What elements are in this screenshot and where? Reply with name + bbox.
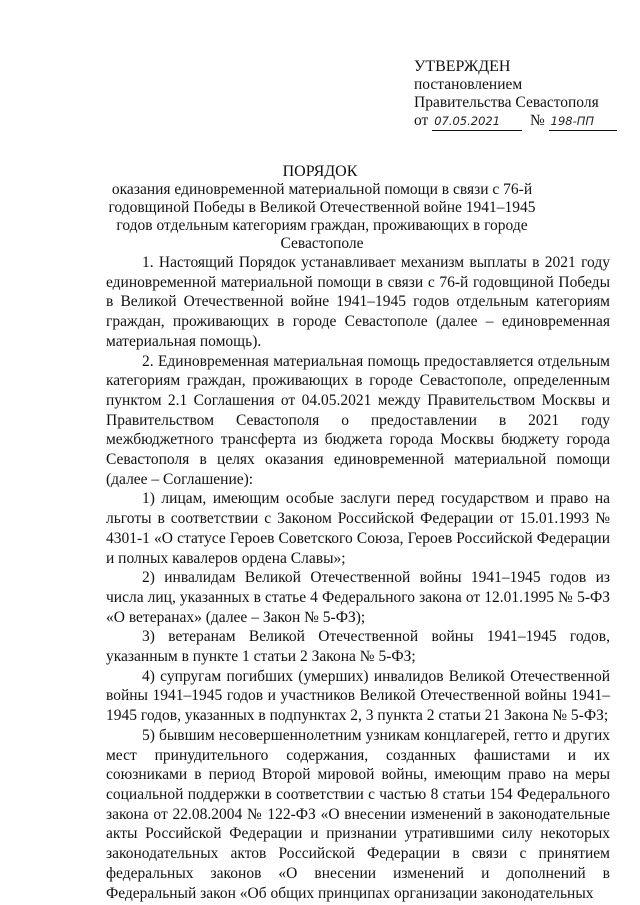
document-body [106,253,610,903]
document-title: ПОРЯДОК [282,163,358,180]
approval-line-2: Правительства Севастополя [414,94,599,111]
date-prefix: от [414,112,429,129]
paragraph: 5) бывшим несовершеннолетним узникам концлагерей, гетто и других мест принудительного содержания, созданных фашистами и их союзниками в период Второй мировой войны, имеющим право на меры социальной поддержки в соответствии с частью 8 статьи 154 Федерального закона от 22.08.2004 № 122-ФЗ «О внесении изменений в законодательные акты Российской Федерации и признании утратившими силу некоторых законодательных актов Российской Федерации в связи с принятием федеральных законов «О внесении изменений и дополнений в Федеральный закон «Об общих принципах организации законодательных [106,726,610,902]
paragraph: 1. Настоящий Порядок устанавливает механизм выплаты в 2021 году единовременной материальной помощи в связи с 76-й годовщиной Победы в Великой Отечественной войне 1941–1945 годов отдельным категориям граждан, проживающих в городе Севастополе (далее – единовременная материальная помощь). [106,254,610,350]
paragraph: 1) лицам, имеющим особые заслуги перед государством и право на льготы в соответствии с Законом Российской Федерации от 15.01.1993 № 4301-1 «О статусе Героев Советского Союза, Героев Российской Федерации и полных кавалеров ордена Славы»; [106,490,610,567]
approval-date-line [414,112,617,131]
document-subtitle: оказания единовременной материальной помощи в связи с 76-й годовщиной Победы в Великой Отечественной войне 1941–1945 годов отдельным категориям граждан, проживающих в городе Севастополе [108,181,536,252]
paragraph: 3) ветеранам Великой Отечественной войны 1941–1945 годов, указанным в пункте 1 статьи 2 Закона № 5-ФЗ; [106,628,610,666]
paragraph: 4) супругам погибших (умерших) инвалидов Великой Отечественной войны 1941–1945 годов и участников Великой Отечественной войны 1941–1945 годов, указанных в подпунктах 2, 3 пункта 2 статьи 21 Закона № 5-ФЗ; [106,667,610,725]
paragraph: 2) инвалидам Великой Отечественной войны 1941–1945 годов из числа лиц, указанных в статье 4 Федерального закона от 12.01.1995 № 5-ФЗ «О ветеранах» (далее – Закон № 5-ФЗ); [106,569,610,626]
number-prefix: № [529,112,545,129]
approval-heading: УТВЕРЖДЕН [414,58,511,75]
approval-date: 07.05.2021 [432,112,522,131]
paragraph: 2. Единовременная материальная помощь предоставляется отдельным категориям граждан, проживающих в городе Севастополе, определенным пунктом 2.1 Соглашения от 04.05.2021 между Правительством Москвы и Правительством Севастополя о предоставлении в 2021 году межбюджетного трансферта из бюджета города Москвы бюджету города Севастополя в целях оказания единовременной материальной помощи (далее – Соглашение): [106,352,610,488]
approval-line-1: постановлением [414,76,523,93]
approval-stamp [414,58,617,131]
approval-number: 198-ПП [549,112,617,131]
